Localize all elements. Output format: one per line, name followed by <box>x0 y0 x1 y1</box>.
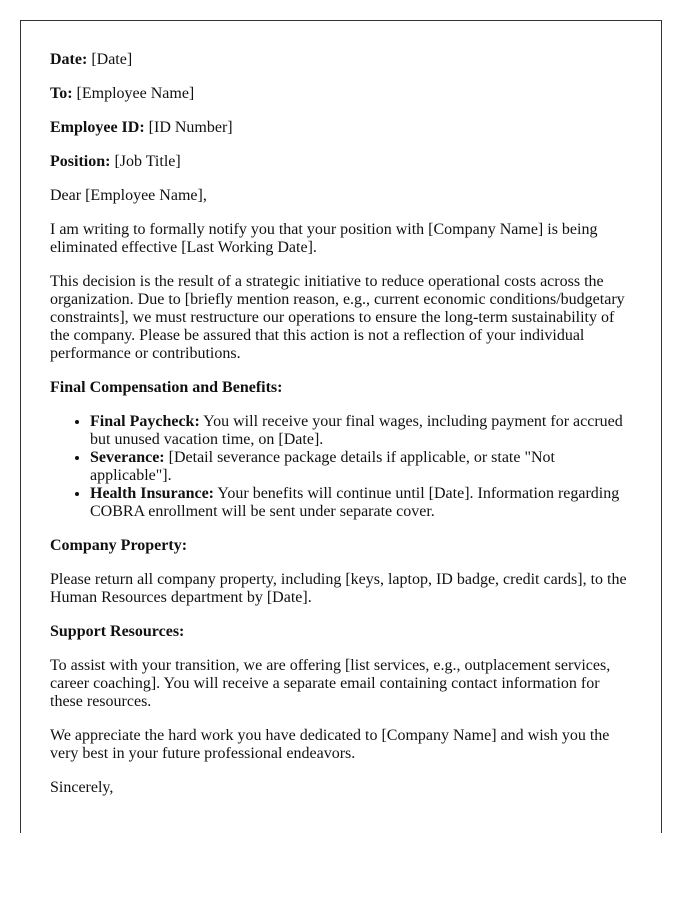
employee-id-field <box>50 119 631 137</box>
notice-paragraph: I am writing to formally notify you that your position with [Company Name] is being eliminated effective [Last Working Date]. <box>50 221 598 256</box>
employee-id-value: [ID Number] <box>148 119 233 136</box>
position-value: [Job Title] <box>114 153 181 170</box>
sign-off: Sincerely, <box>50 779 114 796</box>
position-label: Position: <box>50 153 111 170</box>
support-heading: Support Resources: <box>50 623 185 640</box>
position-field <box>50 153 631 171</box>
health-insurance-text: Your benefits will continue until [Date]. Information regarding COBRA enrollment will be sent under separate cover. <box>90 485 620 520</box>
support-paragraph: To assist with your transition, we are offering [list services, e.g., outplacement services, career coaching]. You will receive a separate email containing contact information for these resources. <box>50 657 611 710</box>
reason-paragraph: This decision is the result of a strategic initiative to reduce operational costs across the organization. Due to [briefly mention reason, e.g., current economic conditions/budgetary constraints], we must restructure our operations to ensure the long-term sustainability of the company. Please be assured that this action is not a reflection of your individual performance or contributions. <box>50 273 625 362</box>
health-insurance-label: Health Insurance: <box>90 485 214 502</box>
date-field <box>50 51 631 69</box>
property-heading: Company Property: <box>50 537 188 554</box>
property-paragraph: Please return all company property, including [keys, laptop, ID badge, credit cards], to the Human Resources department by [Date]. <box>50 571 627 606</box>
letter-document <box>20 20 662 833</box>
list-item-health-insurance <box>90 485 631 521</box>
list-item-severance <box>90 449 631 485</box>
compensation-list <box>50 413 631 521</box>
employee-id-label: Employee ID: <box>50 119 145 136</box>
recipient-field <box>50 85 631 103</box>
compensation-heading: Final Compensation and Benefits: <box>50 379 283 396</box>
salutation: Dear [Employee Name], <box>50 187 207 204</box>
severance-text: [Detail severance package details if applicable, or state "Not applicable"]. <box>90 449 555 484</box>
date-label: Date: <box>50 51 88 68</box>
recipient-label: To: <box>50 85 73 102</box>
final-paycheck-text: You will receive your final wages, including payment for accrued but unused vacation time, on [Date]. <box>90 413 623 448</box>
final-paycheck-label: Final Paycheck: <box>90 413 200 430</box>
closing-paragraph: We appreciate the hard work you have dedicated to [Company Name] and wish you the very best in your future professional endeavors. <box>50 727 610 762</box>
date-value: [Date] <box>91 51 133 68</box>
severance-label: Severance: <box>90 449 165 466</box>
list-item-final-paycheck <box>90 413 631 449</box>
recipient-value: [Employee Name] <box>76 85 195 102</box>
